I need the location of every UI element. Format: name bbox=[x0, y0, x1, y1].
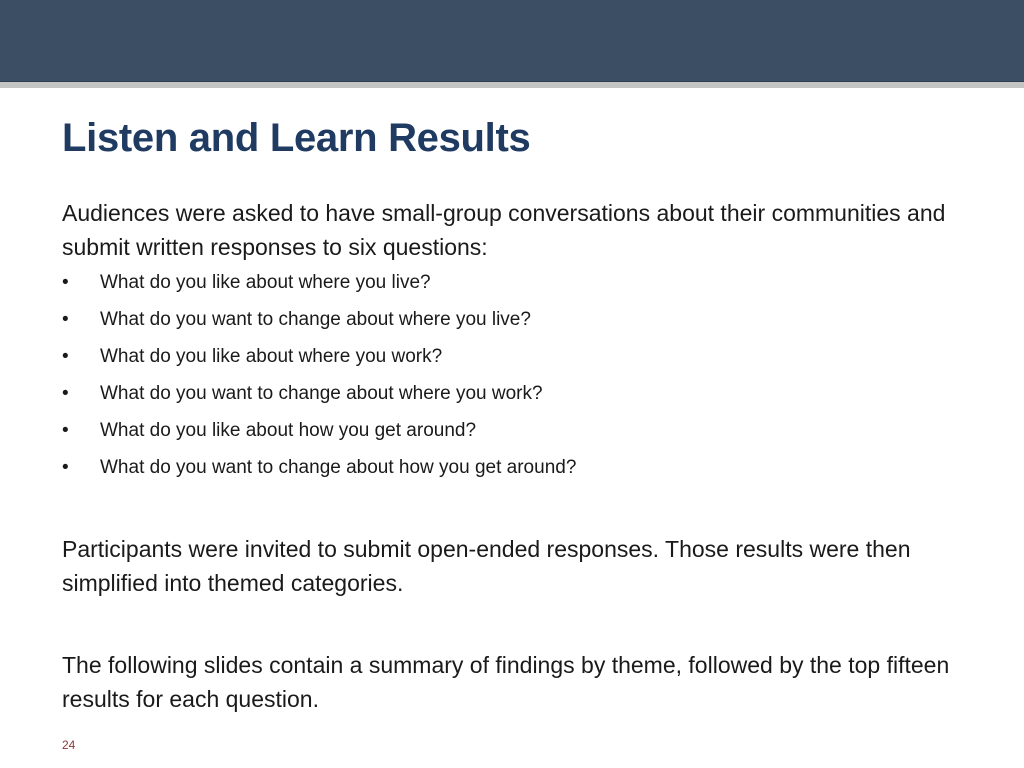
bullet-icon: • bbox=[62, 309, 69, 330]
header-bar bbox=[0, 0, 1024, 82]
bullet-icon: • bbox=[62, 383, 69, 404]
results-paragraph: Participants were invited to submit open-ended responses. Those results were then simplified into themed categories. bbox=[62, 536, 911, 596]
question-item bbox=[62, 416, 962, 453]
intro-paragraph: Audiences were asked to have small-group conversations about their communities and submit written responses to six questions: bbox=[62, 200, 946, 260]
question-text: What do you want to change about where you live? bbox=[100, 309, 531, 330]
slide-title: Listen and Learn Results bbox=[62, 116, 531, 160]
questions-list bbox=[62, 268, 962, 490]
question-text: What do you want to change about where you work? bbox=[100, 383, 543, 404]
question-item bbox=[62, 342, 962, 379]
question-item bbox=[62, 379, 962, 416]
bullet-icon: • bbox=[62, 457, 69, 478]
question-text: What do you like about how you get around? bbox=[100, 420, 477, 441]
question-item bbox=[62, 305, 962, 342]
bullet-icon: • bbox=[62, 346, 69, 367]
bullet-icon: • bbox=[62, 420, 69, 441]
question-item bbox=[62, 268, 962, 305]
question-item bbox=[62, 453, 962, 490]
header-stripe bbox=[0, 82, 1024, 88]
page-number: 24 bbox=[62, 738, 76, 752]
summary-paragraph: The following slides contain a summary of findings by theme, followed by the top fifteen results for each question. bbox=[62, 652, 950, 712]
question-text: What do you like about where you live? bbox=[100, 272, 431, 293]
bullet-icon: • bbox=[62, 272, 69, 293]
question-text: What do you like about where you work? bbox=[100, 346, 443, 367]
question-text: What do you want to change about how you get around? bbox=[100, 457, 577, 478]
